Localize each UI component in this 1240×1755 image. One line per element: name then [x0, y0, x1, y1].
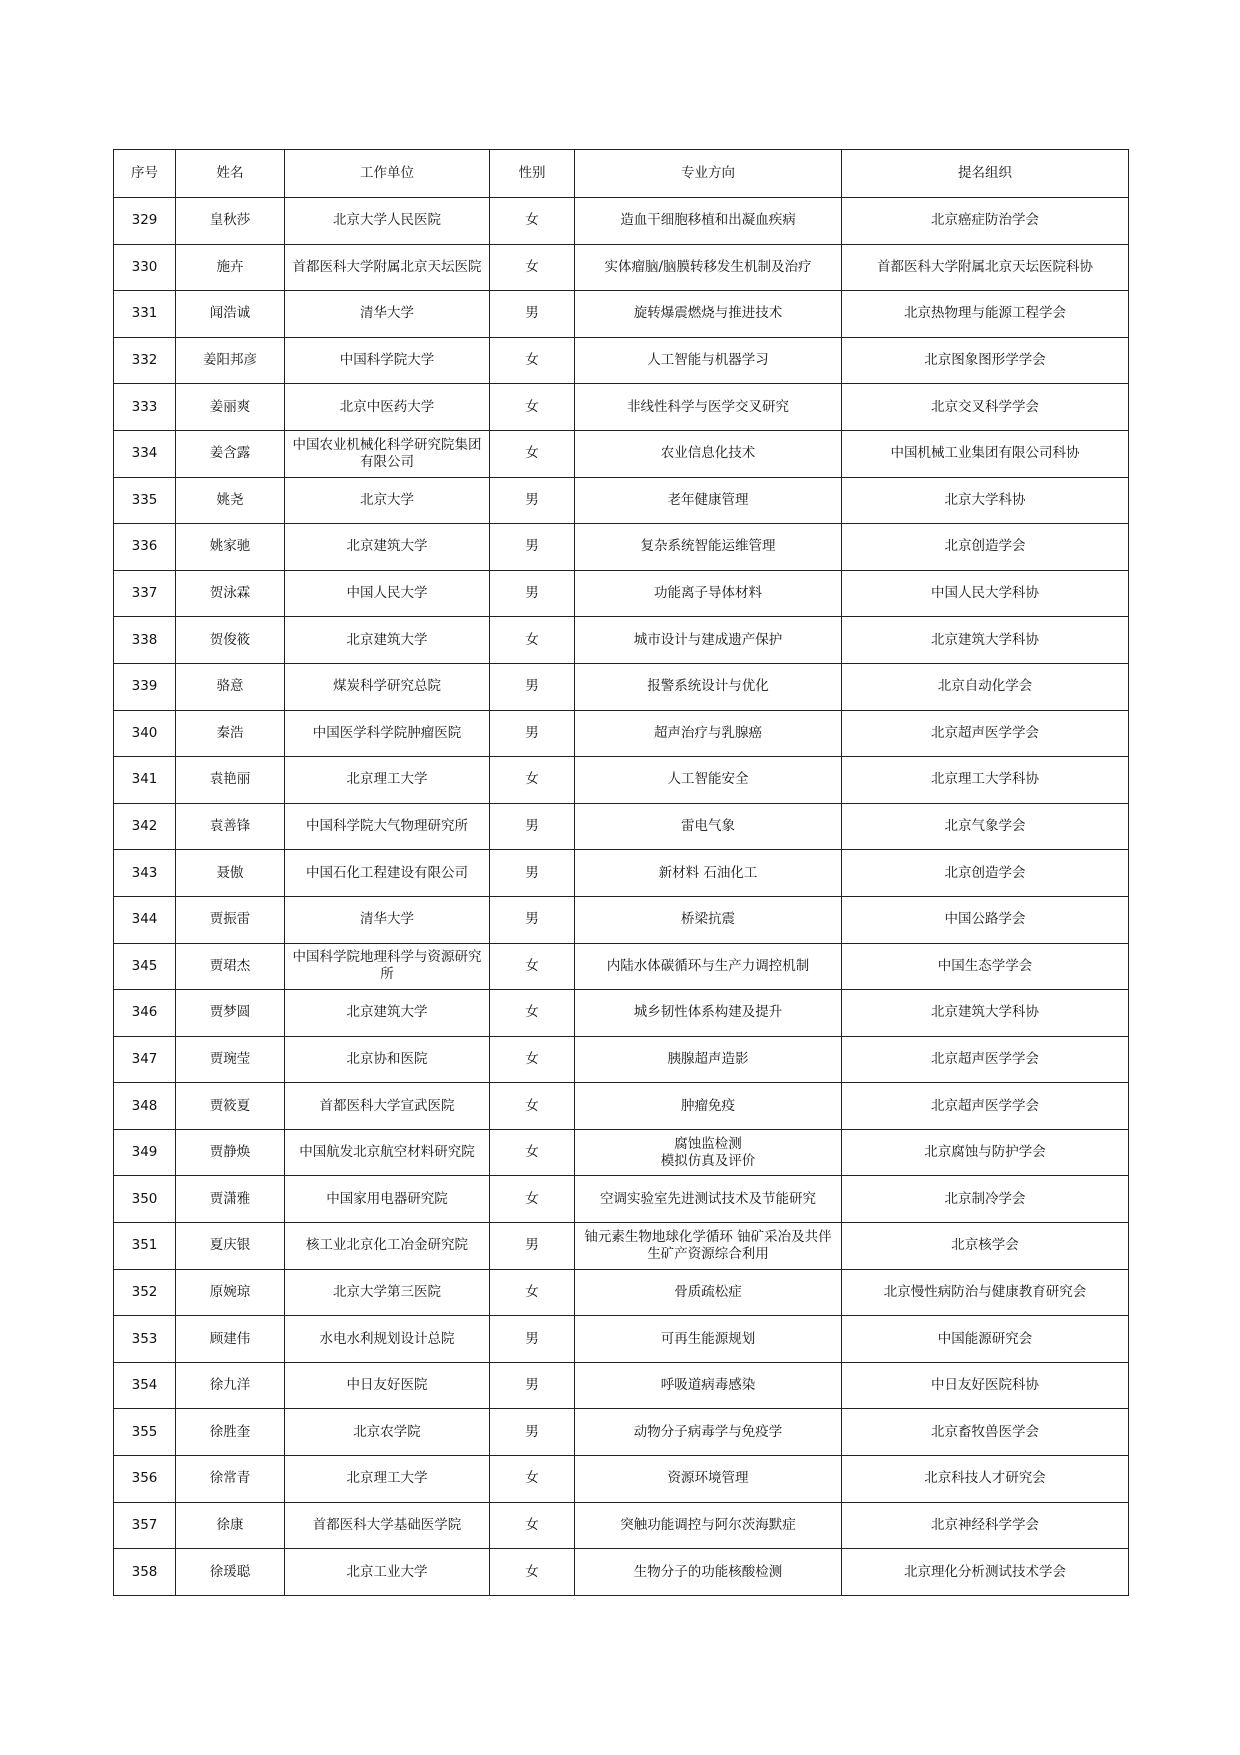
header-row [114, 150, 1129, 198]
cell-gender: 男 [490, 570, 575, 617]
cell-employer: 北京建筑大学 [285, 524, 490, 571]
cell-number: 352 [114, 1269, 176, 1316]
cell-gender: 女 [490, 1549, 575, 1596]
cell-gender: 男 [490, 803, 575, 850]
cell-name: 姚家驰 [176, 524, 285, 571]
column-header-nominating-org: 提名组织 [842, 150, 1129, 198]
cell-number: 356 [114, 1456, 176, 1503]
column-header-name: 姓名 [176, 150, 285, 198]
cell-gender: 男 [490, 850, 575, 897]
cell-number: 358 [114, 1549, 176, 1596]
cell-name: 徐康 [176, 1502, 285, 1549]
cell-name: 贺泳霖 [176, 570, 285, 617]
cell-employer: 首都医科大学基础医学院 [285, 1502, 490, 1549]
cell-specialty: 内陆水体碳循环与生产力调控机制 [575, 943, 842, 990]
cell-specialty: 骨质疏松症 [575, 1269, 842, 1316]
cell-nominating-org: 北京畜牧兽医学会 [842, 1409, 1129, 1456]
cell-specialty: 城市设计与建成遗产保护 [575, 617, 842, 664]
table-row [114, 198, 1129, 245]
cell-name: 贾筱夏 [176, 1083, 285, 1130]
cell-nominating-org: 北京交叉科学学会 [842, 384, 1129, 431]
cell-number: 348 [114, 1083, 176, 1130]
cell-employer: 中国医学科学院肿瘤医院 [285, 710, 490, 757]
cell-number: 347 [114, 1036, 176, 1083]
cell-specialty: 功能离子导体材料 [575, 570, 842, 617]
cell-gender: 女 [490, 1129, 575, 1176]
cell-employer: 北京协和医院 [285, 1036, 490, 1083]
table-row [114, 430, 1129, 477]
cell-number: 357 [114, 1502, 176, 1549]
cell-specialty: 桥梁抗震 [575, 896, 842, 943]
cell-number: 345 [114, 943, 176, 990]
cell-number: 355 [114, 1409, 176, 1456]
cell-specialty: 报警系统设计与优化 [575, 663, 842, 710]
cell-number: 342 [114, 803, 176, 850]
cell-nominating-org: 北京制冷学会 [842, 1176, 1129, 1223]
column-header-number: 序号 [114, 150, 176, 198]
table-row [114, 1223, 1129, 1270]
cell-gender: 男 [490, 477, 575, 524]
cell-employer: 北京理工大学 [285, 757, 490, 804]
cell-name: 姜阳邦彦 [176, 337, 285, 384]
table-row [114, 757, 1129, 804]
cell-employer: 中国科学院大气物理研究所 [285, 803, 490, 850]
table-row [114, 1269, 1129, 1316]
cell-gender: 女 [490, 1269, 575, 1316]
column-header-employer: 工作单位 [285, 150, 490, 198]
cell-employer: 北京大学人民医院 [285, 198, 490, 245]
table-row [114, 337, 1129, 384]
table-row [114, 384, 1129, 431]
cell-name: 闻浩诚 [176, 291, 285, 338]
cell-name: 贾潇雅 [176, 1176, 285, 1223]
cell-gender: 女 [490, 244, 575, 291]
table-row [114, 1362, 1129, 1409]
cell-nominating-org: 北京超声医学学会 [842, 1083, 1129, 1130]
cell-number: 339 [114, 663, 176, 710]
cell-nominating-org: 中国能源研究会 [842, 1316, 1129, 1363]
cell-number: 350 [114, 1176, 176, 1223]
cell-number: 338 [114, 617, 176, 664]
cell-nominating-org: 北京创造学会 [842, 524, 1129, 571]
cell-gender: 男 [490, 896, 575, 943]
cell-specialty: 空调实验室先进测试技术及节能研究 [575, 1176, 842, 1223]
cell-nominating-org: 北京腐蚀与防护学会 [842, 1129, 1129, 1176]
cell-employer: 水电水利规划设计总院 [285, 1316, 490, 1363]
cell-specialty: 突触功能调控与阿尔茨海默症 [575, 1502, 842, 1549]
cell-name: 姚尧 [176, 477, 285, 524]
cell-gender: 女 [490, 943, 575, 990]
cell-specialty: 超声治疗与乳腺癌 [575, 710, 842, 757]
table-row [114, 803, 1129, 850]
cell-name: 袁艳丽 [176, 757, 285, 804]
cell-employer: 北京建筑大学 [285, 617, 490, 664]
cell-gender: 女 [490, 990, 575, 1037]
table-row [114, 1316, 1129, 1363]
table-row [114, 570, 1129, 617]
cell-name: 聂傲 [176, 850, 285, 897]
cell-specialty: 新材料 石油化工 [575, 850, 842, 897]
cell-employer: 煤炭科学研究总院 [285, 663, 490, 710]
cell-specialty: 旋转爆震燃烧与推进技术 [575, 291, 842, 338]
cell-nominating-org: 北京自动化学会 [842, 663, 1129, 710]
cell-gender: 女 [490, 617, 575, 664]
cell-gender: 女 [490, 1502, 575, 1549]
cell-gender: 女 [490, 337, 575, 384]
cell-employer: 北京中医药大学 [285, 384, 490, 431]
cell-specialty: 动物分子病毒学与免疫学 [575, 1409, 842, 1456]
cell-name: 施卉 [176, 244, 285, 291]
table-row [114, 710, 1129, 757]
cell-name: 皇秋莎 [176, 198, 285, 245]
cell-specialty: 资源环境管理 [575, 1456, 842, 1503]
cell-employer: 中国科学院大学 [285, 337, 490, 384]
cell-number: 332 [114, 337, 176, 384]
cell-name: 贾珺杰 [176, 943, 285, 990]
table-row [114, 663, 1129, 710]
table-body [114, 198, 1129, 1596]
cell-gender: 男 [490, 1223, 575, 1270]
cell-number: 344 [114, 896, 176, 943]
table-row [114, 850, 1129, 897]
cell-nominating-org: 北京图象图形学学会 [842, 337, 1129, 384]
cell-nominating-org: 北京理化分析测试技术学会 [842, 1549, 1129, 1596]
cell-gender: 男 [490, 1316, 575, 1363]
cell-employer: 北京工业大学 [285, 1549, 490, 1596]
cell-gender: 女 [490, 198, 575, 245]
cell-name: 贺俊筱 [176, 617, 285, 664]
cell-nominating-org: 北京超声医学学会 [842, 710, 1129, 757]
cell-name: 徐常青 [176, 1456, 285, 1503]
cell-name: 骆意 [176, 663, 285, 710]
cell-gender: 女 [490, 384, 575, 431]
cell-employer: 清华大学 [285, 291, 490, 338]
cell-employer: 中国科学院地理科学与资源研究所 [285, 943, 490, 990]
table-row [114, 990, 1129, 1037]
cell-gender: 男 [490, 524, 575, 571]
cell-number: 354 [114, 1362, 176, 1409]
cell-employer: 中日友好医院 [285, 1362, 490, 1409]
table-row [114, 1502, 1129, 1549]
cell-specialty: 城乡韧性体系构建及提升 [575, 990, 842, 1037]
table-row [114, 617, 1129, 664]
cell-nominating-org: 北京热物理与能源工程学会 [842, 291, 1129, 338]
cell-nominating-org: 北京建筑大学科协 [842, 990, 1129, 1037]
cell-employer: 核工业北京化工冶金研究院 [285, 1223, 490, 1270]
cell-employer: 中国农业机械化科学研究院集团有限公司 [285, 430, 490, 477]
cell-nominating-org: 北京科技人才研究会 [842, 1456, 1129, 1503]
table-row [114, 1549, 1129, 1596]
cell-nominating-org: 中国生态学学会 [842, 943, 1129, 990]
cell-number: 343 [114, 850, 176, 897]
table-row [114, 1129, 1129, 1176]
cell-name: 顾建伟 [176, 1316, 285, 1363]
cell-number: 331 [114, 291, 176, 338]
cell-nominating-org: 北京气象学会 [842, 803, 1129, 850]
cell-name: 贾梦圆 [176, 990, 285, 1037]
cell-employer: 中国石化工程建设有限公司 [285, 850, 490, 897]
cell-employer: 北京大学 [285, 477, 490, 524]
cell-name: 徐九洋 [176, 1362, 285, 1409]
cell-specialty: 可再生能源规划 [575, 1316, 842, 1363]
cell-specialty: 肿瘤免疫 [575, 1083, 842, 1130]
cell-employer: 北京大学第三医院 [285, 1269, 490, 1316]
cell-name: 原婉琼 [176, 1269, 285, 1316]
cell-specialty: 造血干细胞移植和出凝血疾病 [575, 198, 842, 245]
cell-gender: 女 [490, 1036, 575, 1083]
table-row [114, 943, 1129, 990]
cell-employer: 首都医科大学宣武医院 [285, 1083, 490, 1130]
cell-name: 徐瑗聪 [176, 1549, 285, 1596]
cell-employer: 首都医科大学附属北京天坛医院 [285, 244, 490, 291]
cell-nominating-org: 北京超声医学学会 [842, 1036, 1129, 1083]
cell-number: 341 [114, 757, 176, 804]
column-header-gender: 性别 [490, 150, 575, 198]
table-row [114, 1456, 1129, 1503]
cell-specialty: 人工智能安全 [575, 757, 842, 804]
cell-nominating-org: 北京核学会 [842, 1223, 1129, 1270]
cell-number: 335 [114, 477, 176, 524]
table-row [114, 1083, 1129, 1130]
cell-employer: 北京农学院 [285, 1409, 490, 1456]
cell-employer: 北京理工大学 [285, 1456, 490, 1503]
cell-number: 353 [114, 1316, 176, 1363]
cell-employer: 中国人民大学 [285, 570, 490, 617]
cell-number: 351 [114, 1223, 176, 1270]
cell-name: 姜丽爽 [176, 384, 285, 431]
cell-specialty: 生物分子的功能核酸检测 [575, 1549, 842, 1596]
cell-number: 346 [114, 990, 176, 1037]
cell-nominating-org: 北京慢性病防治与健康教育研究会 [842, 1269, 1129, 1316]
cell-nominating-org: 中国人民大学科协 [842, 570, 1129, 617]
cell-specialty: 雷电气象 [575, 803, 842, 850]
cell-name: 徐胜奎 [176, 1409, 285, 1456]
cell-nominating-org: 中日友好医院科协 [842, 1362, 1129, 1409]
table-row [114, 291, 1129, 338]
cell-name: 秦浩 [176, 710, 285, 757]
cell-gender: 男 [490, 710, 575, 757]
cell-gender: 男 [490, 663, 575, 710]
cell-gender: 女 [490, 1456, 575, 1503]
cell-name: 姜含露 [176, 430, 285, 477]
cell-name: 贾振雷 [176, 896, 285, 943]
cell-specialty: 老年健康管理 [575, 477, 842, 524]
cell-nominating-org: 北京癌症防治学会 [842, 198, 1129, 245]
table-row [114, 1409, 1129, 1456]
roster-table [113, 149, 1129, 1596]
cell-specialty: 铀元素生物地球化学循环 铀矿采冶及共伴生矿产资源综合利用 [575, 1223, 842, 1270]
cell-gender: 女 [490, 1176, 575, 1223]
cell-gender: 女 [490, 1083, 575, 1130]
table-row [114, 1036, 1129, 1083]
cell-nominating-org: 首都医科大学附属北京天坛医院科协 [842, 244, 1129, 291]
cell-name: 袁善锋 [176, 803, 285, 850]
cell-number: 330 [114, 244, 176, 291]
cell-number: 349 [114, 1129, 176, 1176]
cell-employer: 中国航发北京航空材料研究院 [285, 1129, 490, 1176]
cell-gender: 女 [490, 757, 575, 804]
table-row [114, 1176, 1129, 1223]
cell-nominating-org: 北京建筑大学科协 [842, 617, 1129, 664]
cell-gender: 男 [490, 291, 575, 338]
cell-name: 贾琬莹 [176, 1036, 285, 1083]
cell-specialty: 人工智能与机器学习 [575, 337, 842, 384]
cell-gender: 男 [490, 1362, 575, 1409]
cell-specialty: 胰腺超声造影 [575, 1036, 842, 1083]
table-row [114, 896, 1129, 943]
cell-number: 340 [114, 710, 176, 757]
cell-specialty: 非线性科学与医学交叉研究 [575, 384, 842, 431]
cell-specialty: 呼吸道病毒感染 [575, 1362, 842, 1409]
cell-number: 337 [114, 570, 176, 617]
table-header [114, 150, 1129, 198]
cell-gender: 男 [490, 1409, 575, 1456]
table-row [114, 477, 1129, 524]
cell-employer: 北京建筑大学 [285, 990, 490, 1037]
cell-number: 329 [114, 198, 176, 245]
cell-nominating-org: 中国公路学会 [842, 896, 1129, 943]
cell-employer: 清华大学 [285, 896, 490, 943]
cell-specialty: 复杂系统智能运维管理 [575, 524, 842, 571]
cell-nominating-org: 北京大学科协 [842, 477, 1129, 524]
table-row [114, 524, 1129, 571]
cell-nominating-org: 北京神经科学学会 [842, 1502, 1129, 1549]
cell-number: 336 [114, 524, 176, 571]
cell-nominating-org: 中国机械工业集团有限公司科协 [842, 430, 1129, 477]
column-header-specialty: 专业方向 [575, 150, 842, 198]
cell-nominating-org: 北京理工大学科协 [842, 757, 1129, 804]
cell-number: 333 [114, 384, 176, 431]
cell-specialty: 实体瘤脑/脑膜转移发生机制及治疗 [575, 244, 842, 291]
cell-employer: 中国家用电器研究院 [285, 1176, 490, 1223]
cell-number: 334 [114, 430, 176, 477]
cell-specialty: 腐蚀监检测 模拟仿真及评价 [575, 1129, 842, 1176]
cell-specialty: 农业信息化技术 [575, 430, 842, 477]
cell-name: 夏庆银 [176, 1223, 285, 1270]
cell-nominating-org: 北京创造学会 [842, 850, 1129, 897]
cell-name: 贾静焕 [176, 1129, 285, 1176]
cell-gender: 女 [490, 430, 575, 477]
table-row [114, 244, 1129, 291]
